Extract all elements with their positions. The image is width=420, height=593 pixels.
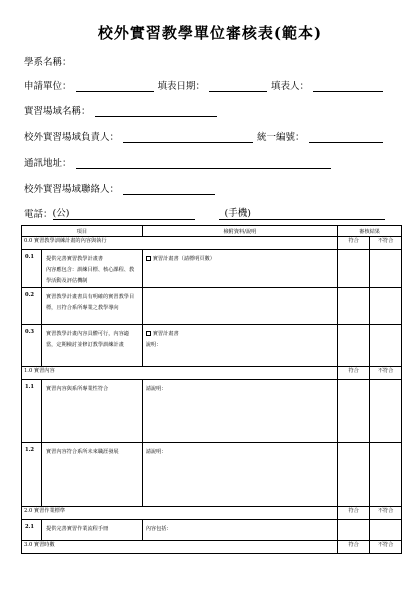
site-name-label: 實習場域名稱： (24, 106, 91, 117)
item-attachment (142, 288, 337, 325)
item-number: 0.3 (22, 325, 42, 367)
pass-label: 符合 (338, 237, 370, 250)
note-label: 說明： (145, 342, 162, 348)
review-table (21, 225, 402, 554)
section-row (22, 541, 402, 554)
section-row (22, 507, 402, 520)
phone-row (24, 205, 385, 220)
fail-label: 不符合 (370, 367, 402, 380)
dept-name-field (24, 54, 72, 68)
item-description: 實習教學計畫書具有明確的實習教學目標，且符合系所專業之教學導向 (41, 288, 142, 325)
fail-cell[interactable] (370, 520, 402, 541)
pass-cell[interactable] (338, 288, 370, 325)
table-header-row (22, 226, 402, 237)
section-row (22, 367, 402, 380)
note-label: 請說明： (145, 386, 167, 392)
pass-label: 符合 (338, 367, 370, 380)
applicant-unit-input[interactable] (76, 81, 154, 92)
form-title: 校外實習教學單位審核表(範本) (97, 24, 323, 42)
header-result: 審核結果 (338, 226, 402, 237)
pass-cell[interactable] (338, 520, 370, 541)
office-phone-input[interactable] (53, 205, 195, 220)
fail-cell[interactable] (370, 443, 402, 507)
address-row (24, 155, 335, 169)
tax-id-input[interactable] (309, 132, 383, 143)
item-number: 0.2 (22, 288, 42, 325)
pass-cell[interactable] (338, 443, 370, 507)
item-description: 實習內容與系所專業性符合 (41, 380, 142, 443)
site-contact-row (24, 181, 219, 195)
section-title: 2.0 實習作業標準 (22, 507, 338, 520)
mobile-phone-input[interactable] (219, 205, 385, 220)
note-label: 內容包括： (145, 526, 172, 532)
applicant-row (24, 78, 387, 92)
item-description: 實習內容符合系所未來職涯發展 (41, 443, 142, 507)
header-item: 項目 (22, 226, 143, 237)
item-number: 0.1 (22, 250, 42, 288)
pass-cell[interactable] (338, 380, 370, 443)
pass-label: 符合 (338, 541, 370, 554)
site-manager-row (24, 129, 387, 143)
table-row (22, 288, 402, 325)
section-title: 1.0 實習內容 (22, 367, 338, 380)
item-description: 提供完善實習教學計畫書 內容應包含：訓練目標、核心課程、教學活動及評估機制 (41, 250, 142, 288)
item-number: 1.1 (22, 380, 42, 443)
checkbox[interactable] (146, 331, 151, 336)
applicant-unit-label: 申請單位： (24, 81, 72, 92)
dept-name-label: 學系名稱： (24, 57, 72, 68)
fail-cell[interactable] (370, 250, 402, 288)
table-row (22, 520, 402, 541)
office-label: (公) (52, 208, 70, 219)
filler-label: 填表人： (271, 81, 310, 92)
site-name-row (24, 103, 221, 117)
item-description-extra: 內容應包含：訓練目標、核心課程、教學活動及評估機制 (45, 267, 135, 284)
note-label: 請說明： (145, 449, 167, 455)
site-name-input[interactable] (95, 106, 217, 117)
mobile-label: (手機) (224, 208, 251, 219)
site-manager-label: 校外實習場域負責人： (24, 132, 120, 143)
section-row (22, 237, 402, 250)
item-description: 實習教學計畫內容具體可行，內容適當，定期檢討並修訂教學訓練計畫 (41, 325, 142, 367)
tax-id-label: 統一編號： (257, 132, 305, 143)
site-manager-input[interactable] (123, 132, 253, 143)
section-title: 0.0 實習教學訓練計畫的內容與執行 (22, 237, 338, 250)
item-attachment: 實習計畫書 說明： (142, 325, 337, 367)
table-row (22, 325, 402, 367)
section-title: 3.0 實習時數 (22, 541, 338, 554)
address-label: 通訊地址： (24, 158, 72, 169)
site-contact-label: 校外實習場域聯絡人： (24, 184, 120, 195)
fill-date-label: 填表日期： (157, 81, 206, 92)
table-row (22, 250, 402, 288)
fail-cell[interactable] (370, 380, 402, 443)
site-contact-input[interactable] (123, 184, 215, 195)
item-attachment: 實習計畫書（請標明頁數） (142, 250, 337, 288)
fail-label: 不符合 (370, 507, 402, 520)
item-attachment (142, 380, 337, 443)
item-attachment (142, 443, 337, 507)
pass-label: 符合 (338, 507, 370, 520)
pass-cell[interactable] (338, 325, 370, 367)
checkbox[interactable] (146, 256, 151, 261)
address-input[interactable] (76, 158, 331, 169)
fail-label: 不符合 (370, 237, 402, 250)
filler-input[interactable] (313, 81, 383, 92)
table-row (22, 380, 402, 443)
header-attachment: 檢附資料/說明 (142, 226, 337, 237)
fail-label: 不符合 (370, 541, 402, 554)
table-row (22, 443, 402, 507)
item-description: 提供完善實習作業流程手冊 (41, 520, 142, 541)
pass-cell[interactable] (338, 250, 370, 288)
fail-cell[interactable] (370, 325, 402, 367)
item-number: 2.1 (22, 520, 42, 541)
fill-date-input[interactable] (209, 81, 267, 92)
item-number: 1.2 (22, 443, 42, 507)
phone-label: 電話： (24, 209, 53, 220)
item-attachment (142, 520, 337, 541)
fail-cell[interactable] (370, 288, 402, 325)
